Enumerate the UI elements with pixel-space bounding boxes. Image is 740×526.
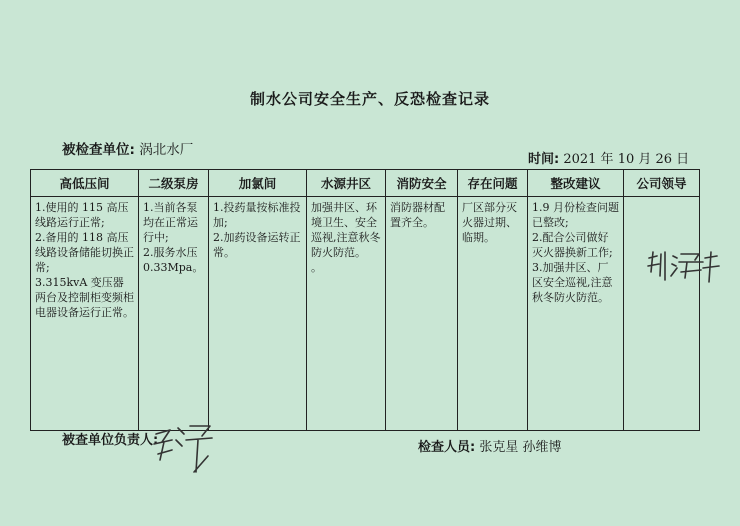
header-fire-safety: 消防安全 [386,170,458,197]
header-high-low-voltage: 高低压间 [31,170,139,197]
cell-fire-safety: 消防器材配置齐全。 [386,197,458,431]
time-value: 2021 年 10 月 26 日 [563,152,690,167]
leader-signature [643,246,723,286]
document-title: 制水公司安全生产、反恐检查记录 [249,90,490,108]
cell-high-low-voltage: 1.使用的 115 高压线路运行正常; 2.备用的 118 高压线路设备储能切换正常; 3.315kvA 变压器两台及控制柜变频柜电器设备运行正常。 [31,197,139,431]
cell-chlorination-room: 1.投药量按标准投加; 2.加药设备运转正常。 [209,197,307,431]
header-chlorination-room: 加氯间 [209,170,307,197]
cell-existing-issues: 厂区部分灭火器过期、临期。 [458,197,528,431]
cell-water-source-well: 加强井区、环境卫生、安全巡视,注意秋冬防火防范。 。 [307,197,386,431]
inspected-unit-value: 涡北水厂 [139,142,194,158]
header-existing-issues: 存在问题 [458,170,528,197]
time-label: 时间: [528,152,560,167]
cell-rectification-advice: 1.9 月份检查问题已整改; 2.配合公司做好灭火器换新工作; 3.加强井区、厂区安全巡视,注意秋冬防火防范。 [528,197,624,431]
cell-company-leader [624,197,700,431]
inspectors-value: 张克星 孙维博 [479,440,562,455]
inspection-date-line [528,148,689,167]
table-row [31,197,700,431]
inspected-unit-label: 被检查单位: [62,142,135,158]
cell-secondary-pump-room: 1.当前各泵均在正常运行中; 2.服务水压 0.33Mpa。 [139,197,209,431]
responsible-person-label: 被查单位负责人: [62,433,159,448]
header-water-source-well: 水源井区 [307,170,386,197]
inspection-record-table [30,169,700,431]
header-company-leader: 公司领导 [624,170,700,197]
inspected-unit-line [62,138,193,158]
header-rectification-advice: 整改建议 [528,170,624,197]
table-header-row [31,170,700,197]
inspectors-label: 检查人员: [418,440,476,455]
inspectors-line [418,436,561,455]
header-secondary-pump-room: 二级泵房 [139,170,209,197]
responsible-signature [150,420,220,476]
